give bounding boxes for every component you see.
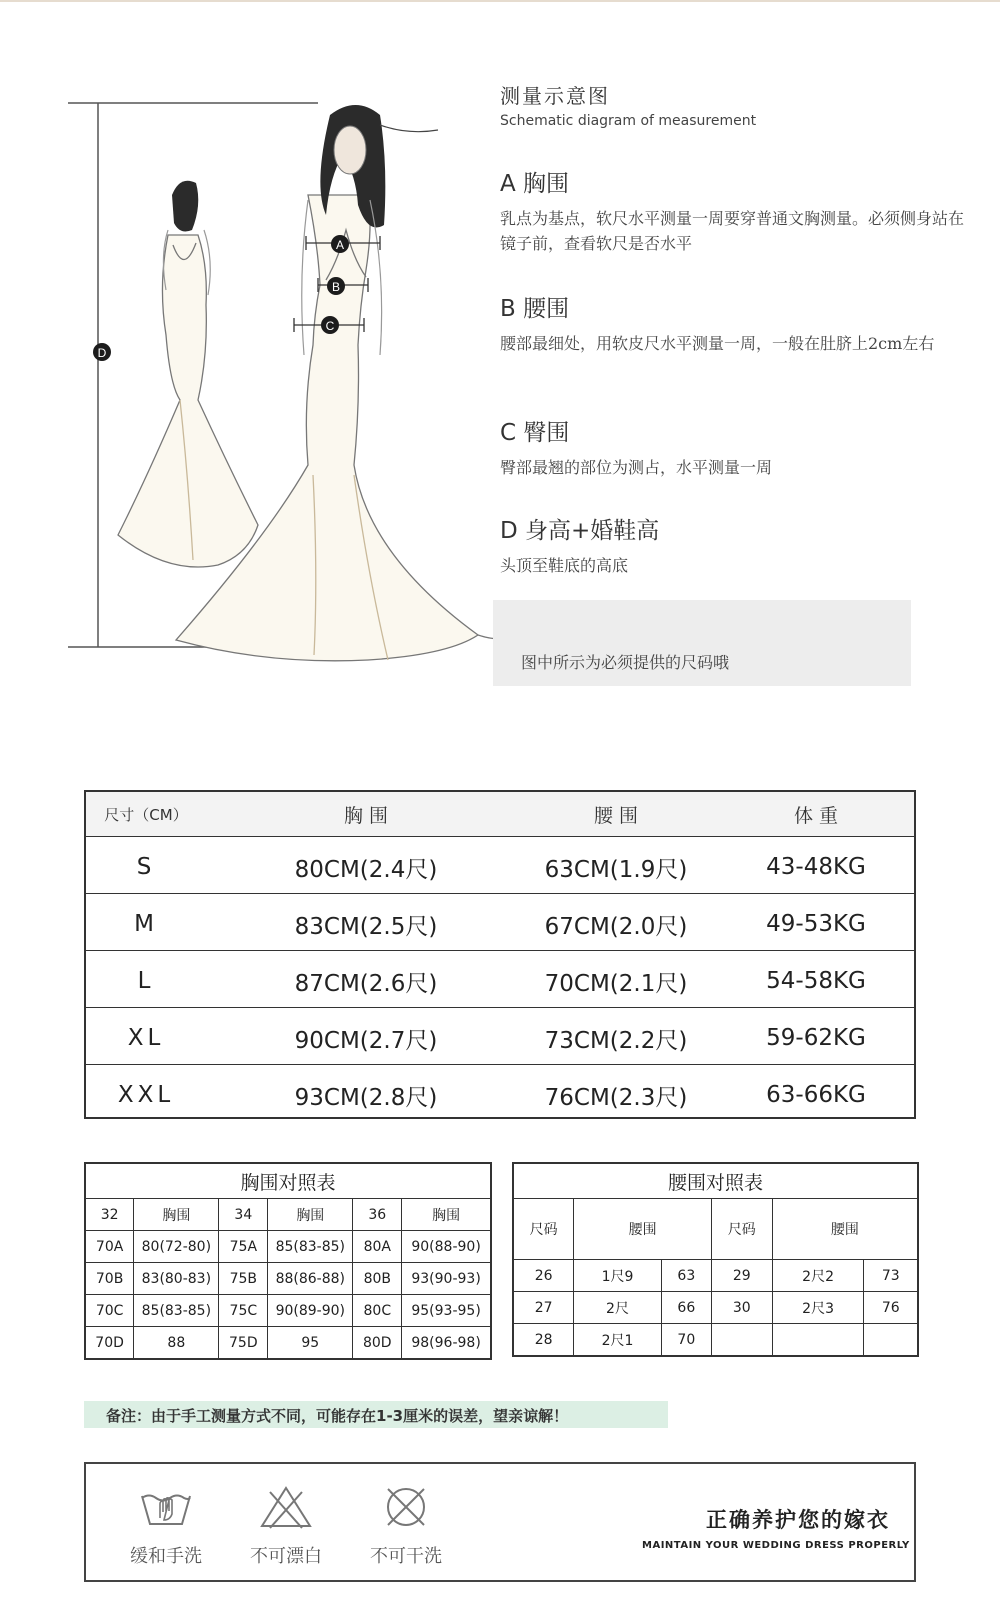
table-cell: 29 xyxy=(711,1260,772,1292)
table-cell: 80D xyxy=(353,1327,402,1360)
required-size-note-text: 图中所示为必须提供的尺码哦 xyxy=(521,653,730,672)
table-cell: 80(72-80) xyxy=(134,1231,219,1263)
top-divider xyxy=(0,0,1000,2)
size-label: XL xyxy=(127,1025,165,1051)
header-size: 尺寸（CM） xyxy=(104,805,188,824)
bust-value: 80CM(2.4尺) xyxy=(294,856,438,883)
cup-band: 36 xyxy=(353,1199,402,1231)
bust-value: 93CM(2.8尺) xyxy=(294,1084,438,1111)
care-subtitle: MAINTAIN YOUR WEDDING DRESS PROPERLY xyxy=(642,1540,910,1551)
dress-sketch xyxy=(68,55,528,715)
table-cell: 98(96-98) xyxy=(402,1327,491,1360)
no-bleach-icon xyxy=(256,1484,316,1530)
guide-item-label: D 身高+婚鞋高 xyxy=(500,518,660,544)
bust-conversion-table xyxy=(84,1162,492,1360)
guide-item-height xyxy=(500,512,970,578)
table-cell: 73 xyxy=(864,1260,918,1292)
table-cell: 93(90-93) xyxy=(402,1263,491,1295)
guide-item-hip xyxy=(500,414,970,480)
bust-header: 胸围 xyxy=(402,1199,491,1231)
front-view-dress xyxy=(176,195,528,661)
table-row xyxy=(513,1292,918,1324)
table-row xyxy=(85,1327,491,1360)
care-title: 正确养护您的嫁衣 xyxy=(706,1508,890,1532)
table-cell: 70A xyxy=(85,1231,134,1263)
table-cell: 75D xyxy=(219,1327,268,1360)
svg-text:A: A xyxy=(335,238,345,252)
guide-item-desc: 乳点为基点，软尺水平测量一周要穿普通文胸测量。必须侧身站在镜子前，查看软尺是否水平 xyxy=(500,209,965,253)
header-bust: 胸 围 xyxy=(343,804,389,827)
waist-value: 67CM(2.0尺) xyxy=(544,913,688,940)
size-label: L xyxy=(137,968,155,994)
table-cell: 70 xyxy=(661,1324,711,1357)
size-label: XXL xyxy=(117,1082,175,1108)
bust-value: 83CM(2.5尺) xyxy=(294,913,438,940)
table-row xyxy=(86,1065,914,1121)
size-table xyxy=(84,790,916,1119)
table-cell: 76 xyxy=(864,1292,918,1324)
table-cell: 70C xyxy=(85,1295,134,1327)
weight-value: 49-53KG xyxy=(766,911,866,937)
table-cell: 2尺1 xyxy=(574,1324,662,1357)
waist-header: 腰围 xyxy=(772,1199,918,1260)
back-view-dress xyxy=(118,235,258,567)
size-label: M xyxy=(134,911,158,937)
bust-value: 87CM(2.6尺) xyxy=(294,970,438,997)
svg-text:C: C xyxy=(325,319,335,333)
table-cell: 80C xyxy=(353,1295,402,1327)
table-cell: 85(83-85) xyxy=(268,1231,353,1263)
weight-value: 63-66KG xyxy=(766,1082,866,1108)
weight-value: 59-62KG xyxy=(766,1025,866,1051)
guide-item-label: C 臀围 xyxy=(500,420,570,446)
table-cell: 90(88-90) xyxy=(402,1231,491,1263)
table-row xyxy=(85,1263,491,1295)
table-cell: 70D xyxy=(85,1327,134,1360)
bust-header: 胸围 xyxy=(134,1199,219,1231)
care-label: 不可漂白 xyxy=(250,1546,322,1567)
waist-table-title: 腰围对照表 xyxy=(513,1163,918,1199)
size-table-header xyxy=(86,792,914,837)
cup-band: 34 xyxy=(219,1199,268,1231)
table-cell: 66 xyxy=(661,1292,711,1324)
weight-value: 43-48KG xyxy=(766,854,866,880)
table-cell: 30 xyxy=(711,1292,772,1324)
size-header: 尺码 xyxy=(513,1199,574,1260)
no-dry-clean-icon xyxy=(376,1484,436,1530)
table-cell: 80A xyxy=(353,1231,402,1263)
size-label: S xyxy=(136,854,156,880)
required-size-note xyxy=(493,600,911,686)
waist-value: 63CM(1.9尺) xyxy=(544,856,688,883)
table-row xyxy=(513,1260,918,1292)
svg-text:D: D xyxy=(97,346,107,360)
table-row xyxy=(513,1324,918,1357)
measurement-illustration xyxy=(68,55,528,715)
waist-value: 70CM(2.1尺) xyxy=(544,970,688,997)
waist-conversion-table xyxy=(512,1162,919,1357)
table-cell: 80B xyxy=(353,1263,402,1295)
care-label: 缓和手洗 xyxy=(130,1546,202,1567)
table-cell xyxy=(711,1324,772,1357)
table-cell: 28 xyxy=(513,1324,574,1357)
size-header: 尺码 xyxy=(711,1199,772,1260)
remark-text: 备注：由于手工测量方式不同，可能存在1-3厘米的误差，望亲谅解！ xyxy=(106,1407,569,1425)
table-cell: 2尺2 xyxy=(772,1260,864,1292)
guide-title: 测量示意图 xyxy=(500,84,610,108)
guide-item-desc: 臀部最翘的部位为测占，水平测量一周 xyxy=(500,458,773,477)
care-label: 不可干洗 xyxy=(370,1546,442,1567)
table-cell: 63 xyxy=(661,1260,711,1292)
bust-header: 胸围 xyxy=(268,1199,353,1231)
table-row xyxy=(85,1199,491,1231)
cup-band: 32 xyxy=(85,1199,134,1231)
care-instructions xyxy=(84,1462,916,1582)
guide-item-label: A 胸围 xyxy=(500,171,570,197)
weight-value: 54-58KG xyxy=(766,968,866,994)
table-cell xyxy=(772,1324,864,1357)
guide-subtitle: Schematic diagram of measurement xyxy=(500,113,757,129)
bust-table-title: 胸围对照表 xyxy=(85,1163,491,1199)
guide-item-label: B 腰围 xyxy=(500,296,570,322)
table-row xyxy=(86,894,914,951)
table-cell: 27 xyxy=(513,1292,574,1324)
table-row xyxy=(86,837,914,894)
table-cell: 88 xyxy=(134,1327,219,1360)
table-cell: 70B xyxy=(85,1263,134,1295)
care-item-hand-wash xyxy=(106,1484,226,1568)
table-cell: 1尺9 xyxy=(574,1260,662,1292)
table-cell: 95 xyxy=(268,1327,353,1360)
table-cell: 75A xyxy=(219,1231,268,1263)
measurement-remark xyxy=(84,1401,668,1428)
table-cell: 2尺3 xyxy=(772,1292,864,1324)
table-cell: 26 xyxy=(513,1260,574,1292)
table-cell: 75C xyxy=(219,1295,268,1327)
table-row xyxy=(513,1199,918,1260)
marker-b xyxy=(327,277,345,295)
marker-c xyxy=(321,316,339,334)
guide-item-desc: 腰部最细处，用软皮尺水平测量一周，一般在肚脐上2cm左右 xyxy=(500,334,935,353)
table-cell xyxy=(864,1324,918,1357)
guide-item-bust xyxy=(500,165,970,256)
table-cell: 88(86-88) xyxy=(268,1263,353,1295)
header-waist: 腰 围 xyxy=(593,804,639,827)
svg-text:B: B xyxy=(331,280,341,294)
table-cell: 75B xyxy=(219,1263,268,1295)
bust-value: 90CM(2.7尺) xyxy=(294,1027,438,1054)
table-row xyxy=(86,1008,914,1065)
waist-value: 76CM(2.3尺) xyxy=(544,1084,688,1111)
care-item-no-dry-clean xyxy=(346,1484,466,1568)
guide-item-waist xyxy=(500,290,970,356)
measurement-guide xyxy=(500,80,970,575)
header-weight: 体 重 xyxy=(793,804,839,827)
table-cell: 90(89-90) xyxy=(268,1295,353,1327)
table-cell: 83(80-83) xyxy=(134,1263,219,1295)
table-row xyxy=(85,1295,491,1327)
table-row xyxy=(85,1231,491,1263)
guide-item-desc: 头顶至鞋底的高底 xyxy=(500,556,629,575)
care-item-no-bleach xyxy=(226,1484,346,1568)
waist-header: 腰围 xyxy=(574,1199,712,1260)
table-cell: 2尺 xyxy=(574,1292,662,1324)
marker-d xyxy=(93,343,111,361)
table-cell: 85(83-85) xyxy=(134,1295,219,1327)
marker-a xyxy=(331,235,349,253)
table-cell: 95(93-95) xyxy=(402,1295,491,1327)
waist-value: 73CM(2.2尺) xyxy=(544,1027,688,1054)
table-row xyxy=(86,951,914,1008)
hand-wash-icon xyxy=(136,1484,196,1530)
